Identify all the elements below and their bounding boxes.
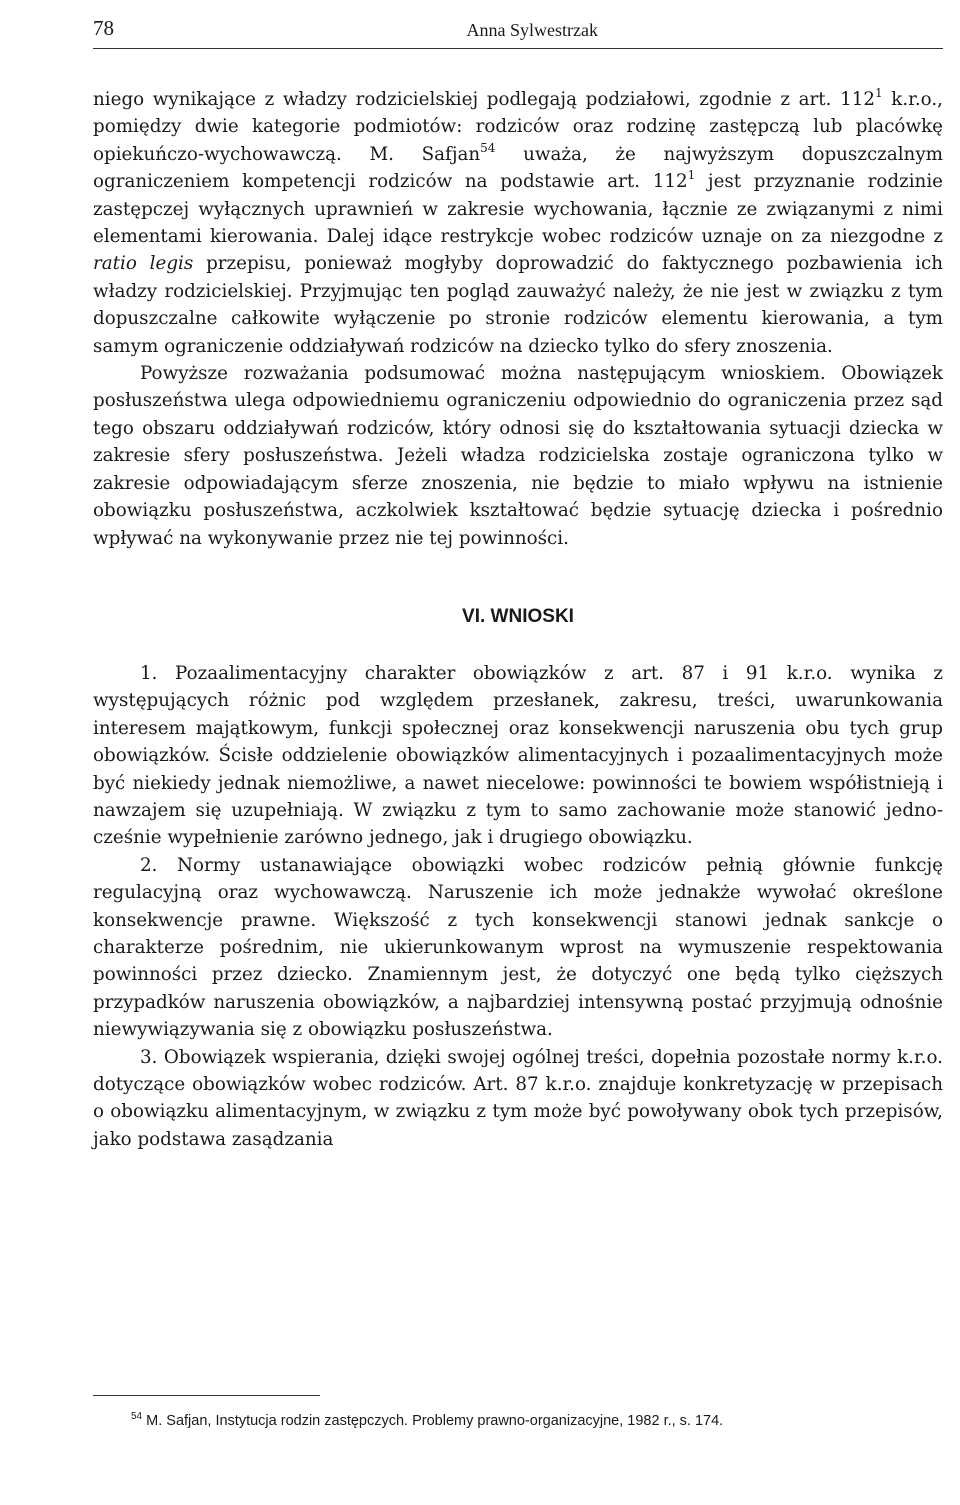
latin-phrase: ratio legis <box>93 253 194 275</box>
footnote-marker: 54 <box>131 1411 143 1422</box>
section-heading: VI. WNIOSKI <box>462 605 574 627</box>
footnote-divider <box>93 1395 320 1396</box>
superscript: 1 <box>874 86 883 100</box>
running-head-author: Anna Sylwestrzak <box>466 20 598 40</box>
footnote-text: M. Safjan, Instytucja rodzin zastępczych. Problemy prawno-organizacyjne, 1982 r., s. 174. <box>142 1413 724 1429</box>
body-text <box>93 86 943 1153</box>
conclusion-item-3: 3. Obowiązek wspierania, dzięki swojej ogólnej treści, dopełnia pozostałe normy k.r.o. dotyczące obowiązków wobec rodziców. Art. 87 k.r.o. znajduje konkretyzację w przepisach o obowiązku alimentacyjnym, w związku z tym może być powoływany obok tych przepisów, jako podstawa zasądzania <box>93 1046 943 1150</box>
footnote-54 <box>131 1411 943 1431</box>
footnote-reference[interactable]: 54 <box>480 140 496 155</box>
document-page <box>93 0 943 1505</box>
conclusion-item-2: 2. Normy ustanawiające obowiązki wobec rodziców pełnią głównie funkcję regulacyjną oraz wychowawczą. Naruszenie ich może jednakże wywołać określone konsekwencje prawne. Większość z tych konsekwencji stanowi jednak sankcje o charakterze pośrednim, nie ukierunkowanym wprost na wymuszenie respektowania powinności przez dziecko. Znamiennym jest, że dotyczyć one będą tylko cięższych przypadków naruszenia obowiązków, a najbardziej intensywną postać przyjmują odnośnie niewywiązywania się z obowiązku posłuszeństwa. <box>93 854 943 1041</box>
page-header <box>93 14 943 49</box>
conclusion-item-1: 1. Pozaalimentacyjny charakter obowiązków z art. 87 i 91 k.r.o. wynika z występujących różnic pod względem przesłanek, zakresu, treści, uwarunkowania interesem majątkowym, funkcji społecznej oraz konsekwencji naruszenia obu tych grup obowiązków. Ścisłe oddzielenie obowiązków alimentacyjnych i pozaalimentacyjnych może być niekiedy jednak niemożliwe, a nawet niecelowe: powinności te bowiem współistnieją i nawzajem się uzupełniają. W związku z tym to samo zachowanie może stanowić jednocześnie wypełnienie zarówno jednego, jak i drugiego obowiązku. <box>93 662 943 849</box>
paragraph-1: niego wynikające z władzy rodzicielskiej podlegają podziałowi, zgodnie z art. $112^1$ k.r.o., pomiędzy dwie kategorie podmiotów: rodziców oraz rodzinę zastępczą lub placówkę opiekuńczo-wychowawczą. M. Safjan$^{54}$ uważa, że najwyższym dopuszczalnym ograniczeniem kompetencji rodziców na podstawie art. $112^1$ jest przyznanie rodzinie zastępczej wyłącznych uprawnień w zakresie wychowania, łącznie ze związanymi z nimi elementami kierowania. Dalej idące restrykcje wobec rodziców uznaje on za niezgodne z ratio legis przepisu, ponieważ mogłyby doprowadzić do faktycznego pozbawienia ich władzy rodzicielskiej. Przyjmując ten pogląd zauważyć należy, że nie jest w związku z tym dopuszczalne całkowite wyłączenie po stronie rodziców elementu kierowania, a tym samym ograniczenie oddziaływań rodziców na dziecko tylko do sfery znoszenia. <box>93 86 943 357</box>
superscript: 1 <box>687 168 696 183</box>
page-number: 78 <box>93 16 114 40</box>
paragraph-2: Powyższe rozważania podsumować można następującym wnioskiem. Obowiązek posłuszeństwa ulega odpowiedniemu ograniczeniu odpowiednio do ograniczenia przez sąd tego obszaru oddziaływań rodziców, który odnosi się do kształtowania sytuacji dziecka w zakresie sfery posłuszeństwa. Jeżeli władza rodzicielska zostaje ograniczona tylko w zakresie odpowiadającym sferze znoszenia, nie będzie to miało wpływu na istnienie obowiązku posłuszeństwa, aczkolwiek kształtować będzie sytuację dziecka i pośrednio wpływać na wykonywanie przez nie tej powinności. <box>93 363 943 549</box>
